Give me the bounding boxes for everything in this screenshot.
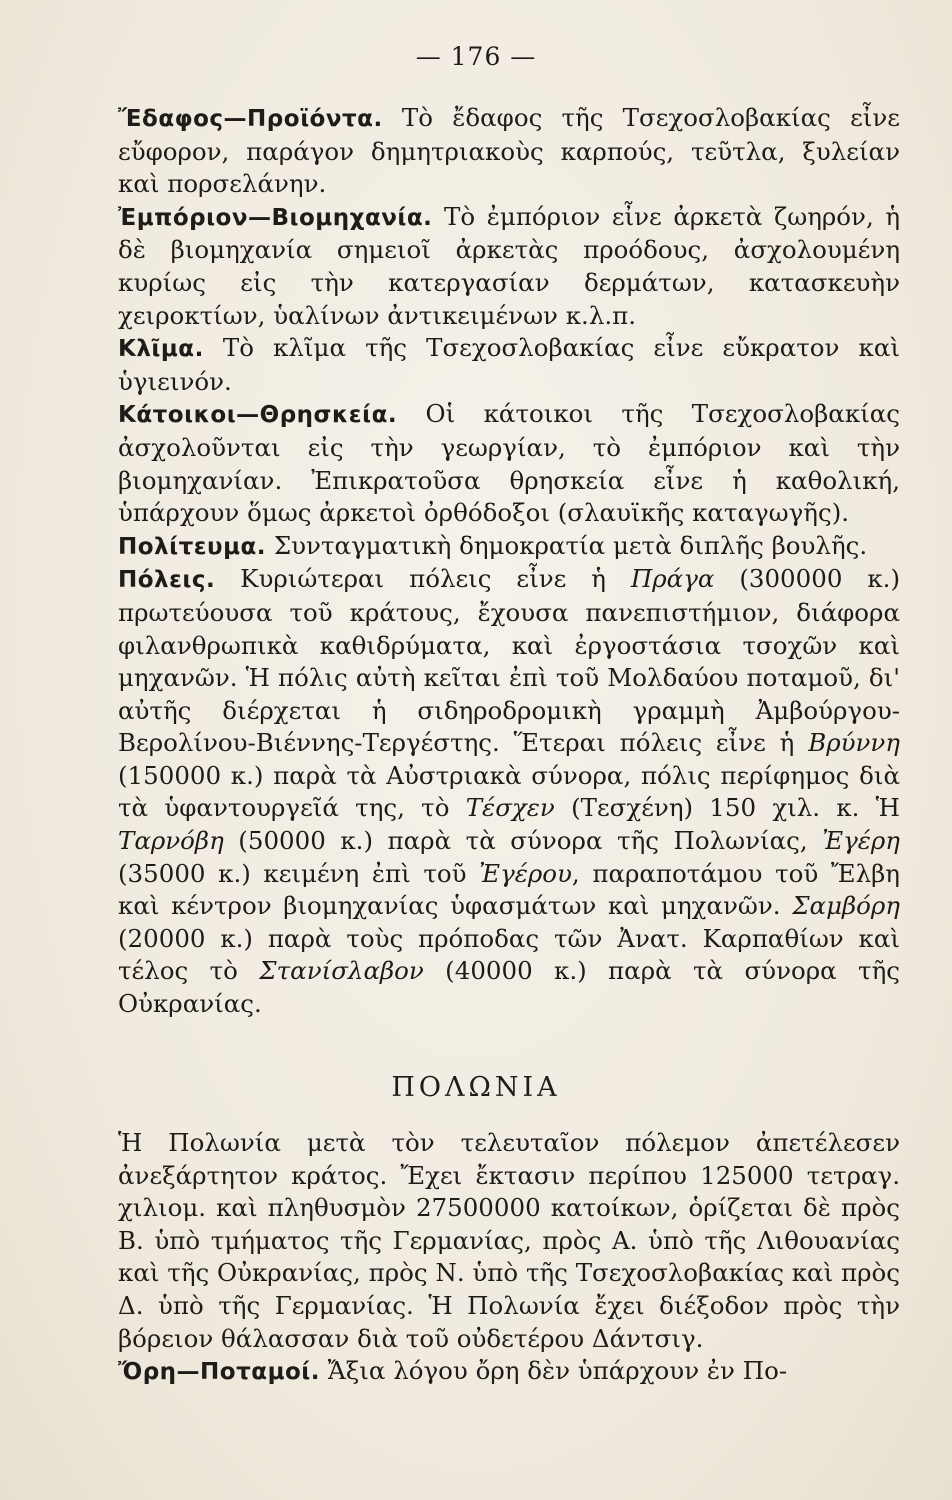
paragraph-poland-intro [118,1127,900,1355]
city-name: Στανίσλαβον [259,956,424,986]
city-name: Ἐγέρη [822,826,900,856]
heading-inhabitants-religion: Κάτοικοι—Θρησκεία. [118,402,398,429]
paragraph-cities [118,563,900,1020]
paragraph-polity [118,530,900,564]
city-name: Ἐγέρου [479,858,572,888]
cities-text: (20000 κ.) παρὰ τοὺς πρόποδας τῶν Ἀνατ. Καρπαθίων καὶ τέλος τὸ [118,923,900,986]
heading-cities: Πόλεις. [118,567,216,594]
section-title-poland: ΠΟΛΩΝΙΑ [391,1072,561,1103]
cities-text: (300000 κ.) πρωτεύουσα τοῦ κράτους, ἔχουσα πανεπιστήμιον, διάφορα φιλανθρωπικὰ καθιδρύματα, καὶ ἐργοστάσια τσοχῶν καὶ μηχανῶν. Ἡ πόλις αὐτὴ κεῖται ἐπὶ τοῦ Μολδαύου ποταμοῦ, δι' αὐτῆς διέρχεται ἡ σιδηροδρομικὴ γραμμὴ Ἀμβούργου-Βερολίνου-Βιέννης-Τεργέστης. Ἕτεραι πόλεις εἶνε ἡ [118,564,900,758]
paragraph-trade-industry [118,201,900,332]
cities-text: (40000 κ.) παρὰ τὰ σύνορα τῆς Οὐκρανίας. [118,956,900,1019]
city-name: Βρύννη [808,728,900,758]
city-name: Πράγα [630,564,715,594]
cities-text: (35000 κ.) κειμένη ἐπὶ τοῦ [118,858,480,888]
paragraph-mountains-rivers [118,1355,900,1389]
text-soil-products: Τὸ ἔδαφος τῆς Τσεχοσλοβακίας εἶνε εὔφορον, παράγον δημητριακοὺς καρπούς, τεῦτλα, ξυλείαν καὶ πορσελάνην. [118,103,900,199]
city-name: Τέσχεν [465,793,555,823]
text-polity: Συνταγματικὴ δημοκρατία μετὰ διπλῆς βουλῆς. [266,530,868,560]
paragraph-climate [118,332,900,398]
paragraph-soil-products [118,102,900,201]
cities-text: (Τεσχένη) 150 χιλ. κ. Ἡ [554,793,900,823]
poland-section [118,1127,900,1389]
heading-climate: Κλῖμα. [118,336,204,363]
city-name: Σαμβόρη [792,891,900,921]
cities-text: , παραποτάμου τοῦ Ἔλβη καὶ κέντρον βιομηχανίας ὑφασμάτων καὶ μηχανῶν. [118,858,900,921]
city-name: Ταρνόβη [118,826,224,856]
paragraph-inhabitants-religion [118,398,900,529]
heading-polity: Πολίτευμα. [118,533,267,560]
text-mountains-rivers: Ἄξια λόγου ὄρη δὲν ὑπάρχουν ἐν Πο- [320,1356,788,1386]
text-trade-industry: Τὸ ἐμπόριον εἶνε ἀρκετὰ ζωηρόν, ἡ δὲ βιομηχανία σημειοῖ ἀρκετὰς προόδους, ἀσχολουμένη κυρίως εἰς τὴν κατεργασίαν δερμάτων, κατασκευὴν χειροκτίων, ὑαλίνων ἀντικειμένων κ.λ.π. [118,201,900,330]
czechoslovakia-section [118,102,900,1021]
heading-mountains-rivers: Ὄρη—Ποταμοί. [118,1359,321,1386]
cities-text: (150000 κ.) παρὰ τὰ Αὐστριακὰ σύνορα, πόλις περίφημος διὰ τὰ ὑφαντουργεῖά της, τὸ [118,760,900,823]
text-poland-intro: Ἡ Πολωνία μετὰ τὸν τελευταῖον πόλεμον ἀπετέλεσεν ἀνεξάρτητον κράτος. Ἔχει ἔκτασιν περίπου 125000 τετραγ. χιλιομ. καὶ πληθυσμὸν 27500000 κατοίκων, ὁρίζεται δὲ πρὸς Β. ὑπὸ τμήματος τῆς Γερμανίας, πρὸς Α. ὑπὸ τῆς Λιθουανίας καὶ τῆς Οὐκρανίας, πρὸς Ν. ὑπὸ τῆς Τσεχοσλοβακίας καὶ πρὸς Δ. ὑπὸ τῆς Γερμανίας. Ἡ Πολωνία ἔχει διέξοδον πρὸς τὴν βόρειον θάλασσαν διὰ τοῦ οὐδετέρου Δάντσιγ. [118,1128,900,1353]
cities-text: (50000 κ.) παρὰ τὰ σύνορα τῆς Πολωνίας, [223,826,823,856]
heading-soil-products: Ἔδαφος—Προϊόντα. [118,106,383,132]
text-climate: Τὸ κλῖμα τῆς Τσεχοσλοβακίας εἶνε εὔκρατον καὶ ὑγιεινόν. [118,333,900,396]
heading-trade-industry: Ἐμπόριον—Βιομηχανία. [118,204,433,231]
page-number: — 176 — [415,42,537,71]
cities-text: Κυριώτεραι πόλεις εἶνε ἡ [215,564,631,594]
text-inhabitants-religion: Οἱ κάτοικοι τῆς Τσεχοσλοβακίας ἀσχολοῦνται εἰς τὴν γεωργίαν, τὸ ἐμπόριον καὶ τὴν βιομηχανίαν. Ἐπικρατοῦσα θρησκεία εἶνε ἡ καθολική, ὑπάρχουν ὅμως ἀρκετοὶ ὀρθόδοξοι (σλαυϊκῆς καταγωγῆς). [118,399,900,528]
